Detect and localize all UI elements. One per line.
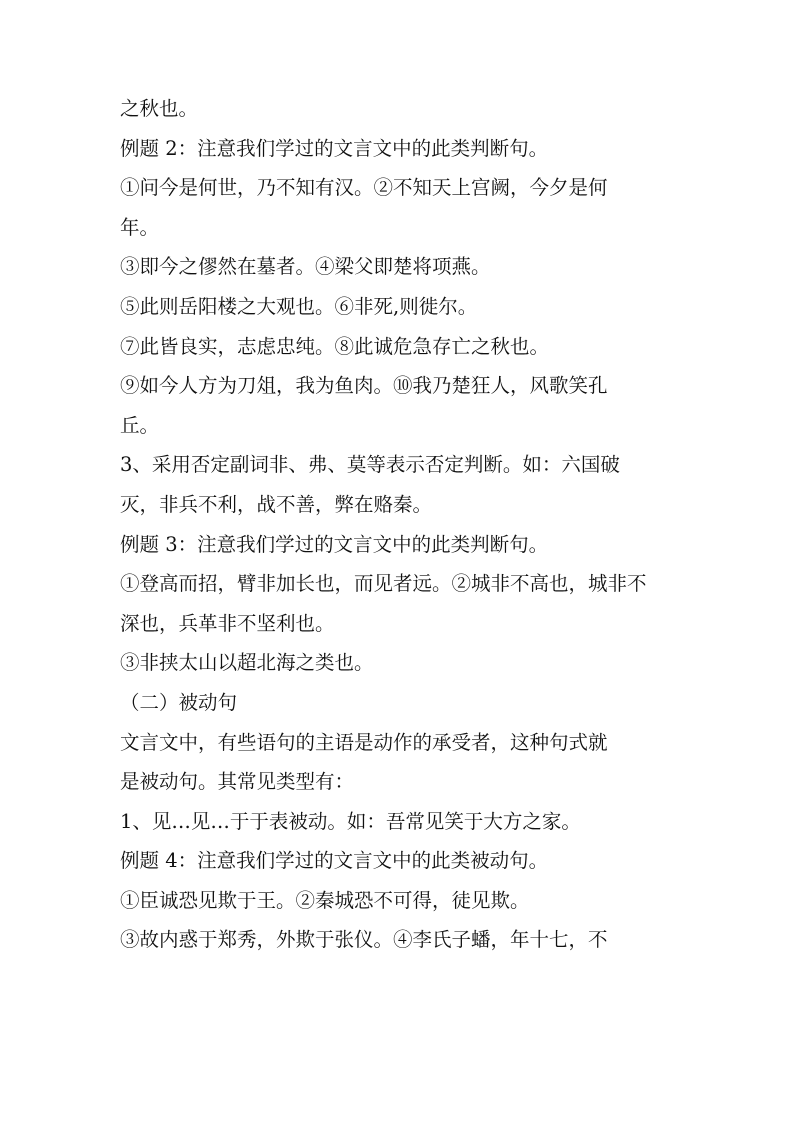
text-line: ①臣诚恐见欺于王。②秦城恐不可得，徒见欺。: [120, 888, 530, 912]
text-line: ①问今是何世，乃不知有汉。②不知天上宫阙，今夕是何: [120, 176, 608, 200]
text-line: ③故内惑于郑秀，外欺于张仪。④李氏子蟠，年十七，不: [120, 928, 608, 952]
text-line: 3、采用否定副词非、弗、莫等表示否定判断。如：六国破: [120, 453, 620, 477]
text-line: 1、见…见…于于表被动。如：吾常见笑于大方之家。: [120, 809, 581, 833]
text-line: 之秋也。: [120, 97, 199, 120]
text-line: ⑨如今人方为刀俎，我为鱼肉。⑩我乃楚狂人，风歌笑孔: [120, 374, 608, 398]
document-body: [120, 89, 680, 960]
text-line: ③即今之僇然在墓者。④梁父即楚将项燕。: [120, 255, 491, 279]
text-line: 文言文中，有些语句的主语是动作的承受者，这种句式就: [120, 730, 608, 754]
text-line: 年。: [120, 215, 160, 239]
section-heading: （二）被动句: [120, 690, 238, 714]
text-line: 例题 3：注意我们学过的文言文中的此类判断句。: [120, 532, 549, 556]
text-line: 例题 4：注意我们学过的文言文中的此类被动句。: [120, 849, 549, 873]
text-line: 例题 2：注意我们学过的文言文中的此类判断句。: [120, 136, 549, 160]
text-line: ①登高而招，臂非加长也，而见者远。②城非不高也，城非不: [120, 572, 647, 596]
text-line: 丘。: [120, 413, 160, 437]
text-line: 是被动句。其常见类型有：: [120, 770, 355, 794]
text-line: ③非挟太山以超北海之类也。: [120, 651, 374, 675]
text-line: 灭，非兵不利，战不善，弊在赂秦。: [120, 492, 433, 516]
text-line: ⑦此皆良实，志虑忠纯。⑧此诚危急存亡之秋也。: [120, 334, 550, 358]
text-line: ⑤此则岳阳楼之大观也。⑥非死,则徙尔。: [120, 294, 478, 318]
text-line: 深也，兵革非不坚利也。: [120, 611, 335, 635]
